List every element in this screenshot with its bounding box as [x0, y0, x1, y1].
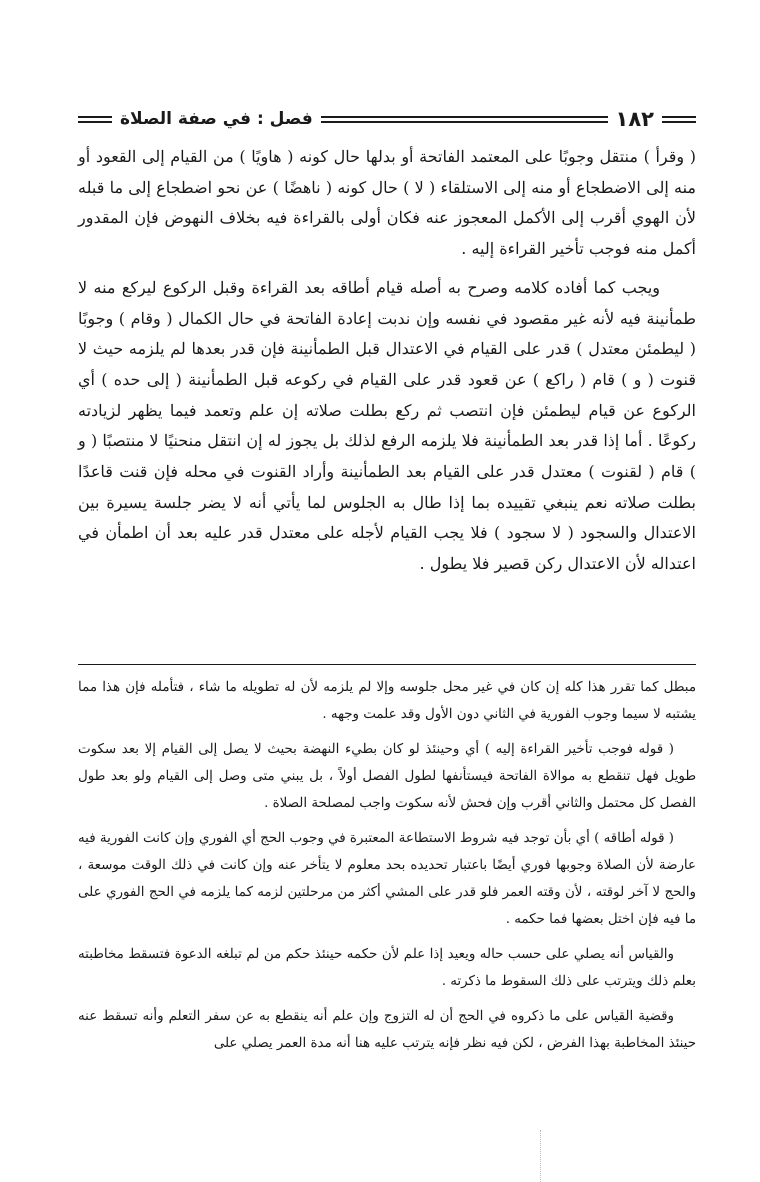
footnote-paragraph: ( قوله فوجب تأخير القراءة إليه ) أي وحينئذ لو كان بطيء النهضة بحيث لا يصل إلى القيام إلا بعد سكوت طويل فهل تنقطع به موالاة الفاتحة فيستأنفها لطول الفصل أولاً ، بل يبني متى وصل إلى القيام ولو بعد طول الفصل كل محتمل والثاني أقرب وإن فحش لأنه سكوت واجب لمصلحة الصلاة . [78, 742, 696, 811]
footnote-paragraph: والقياس أنه يصلي على حسب حاله ويعيد إذا علم لأن حكمه حينئذ حكم من لم تبلغه الدعوة فتسقط مخاطبته بعلم ذلك ويترتب على ذلك السقوط ما ذكرته . [78, 947, 696, 989]
footnote-paragraph: وقضية القياس على ما ذكروه في الحج أن له التزوج وإن علم أنه ينقطع به عن سفر التعلم وأنه تسقط عنه حينئذ المخاطبة بهذا الفرض ، لكن فيه نظر فإنه يترتب عليه هنا أنه مدة العمر يصلي على [78, 1009, 696, 1051]
scan-edge-mark [540, 1130, 543, 1182]
page-number: ١٨٢ [615, 107, 654, 131]
footnotes [78, 674, 696, 1065]
main-text [78, 142, 696, 580]
header-rule-right [662, 116, 696, 123]
footnote-paragraph: ( قوله أطاقه ) أي بأن توجد فيه شروط الاستطاعة المعتبرة في وجوب الحج أي الفوري وإن كانت الفورية فيه عارضة لأن الصلاة وجوبها فوري أيضًا باعتبار تحديده بحد معلوم لا يتأخر عنه وإن كانت في ذلك الوقت موسعة ، والحج لا آخر لوقته ، لأن وقته العمر فلو قدر على المشي أكثر من مرحلتين لزمه كما يلزمه في الحج الفوري على ما فيه فإن اختل بعضها فما حكمه . [78, 831, 696, 927]
header-rule-middle [321, 116, 608, 123]
header-rule-left [78, 116, 112, 123]
footnote-separator [78, 664, 696, 665]
page-header [78, 103, 696, 135]
main-paragraph: ويجب كما أفاده كلامه وصرح به أصله قيام أطاقه بعد القراءة وقبل الركوع ليركع منه لا طمأنينة فيه لأنه غير مقصود في نفسه وإن ندبت إعادة الفاتحة في حال الكمال ( وقام ) وجوبًا ( ليطمئن معتدل ) قدر على القيام في الاعتدال قبل الطمأنينة فإن قدر بعدها لم يلزمه حيث لا قنوت ( و ) قام ( راكع ) عن قعود قدر على القيام في ركوعه قبل الطمأنينة ( إلى حده ) أي الركوع عن قيام ليطمئن فإن انتصب ثم ركع بطلت صلاته إن علم وتعمد فيما يظهر لزيادته ركوعًا . أما إذا قدر بعد الطمأنينة فلا يلزمه الرفع لذلك بل يجوز له إن انتقل منحنيًا لا منتصبًا ( و ) قام ( لقنوت ) معتدل قدر على القيام بعد الطمأنينة وأراد القنوت في محله فإن قنت قاعدًا بطلت صلاته نعم ينبغي تقييده بما إذا طال به الجلوس لما يأتي أنه لا يضر جلسة يسيرة بين الاعتدال والسجود ( لا سجود ) فلا يجب القيام لأجله على معتدل قدر عليه بعد أن اطمأن في اعتداله لأن الاعتدال ركن قصير فلا يطول . [78, 277, 696, 574]
footnote-paragraph: مبطل كما تقرر هذا كله إن كان في غير محل جلوسه وإلا لم يلزمه لأن له تطويله ما شاء ، فتأمله فإن هذا مما يشتبه لا سيما وجوب الفورية في الثاني دون الأول وقد علمت وجهه . [78, 680, 696, 722]
running-title: فصل : في صفة الصلاة [120, 109, 313, 129]
main-paragraph: ( وقرأ ) منتقل وجوبًا على المعتمد الفاتحة أو بدلها حال كونه ( هاويًا ) من القيام إلى القعود أو منه إلى الاضطجاع أو منه إلى الاستلقاء ( لا ) حال كونه ( ناهضًا ) عن نحو اضطجاع إلى ما قبله لأن الهوي أقرب إلى الأكمل المعجوز عنه فكان أولى بالقراءة فيه بخلاف النهوض فإن المقدور أكمل منه فوجب تأخير القراءة إليه . [78, 147, 696, 259]
